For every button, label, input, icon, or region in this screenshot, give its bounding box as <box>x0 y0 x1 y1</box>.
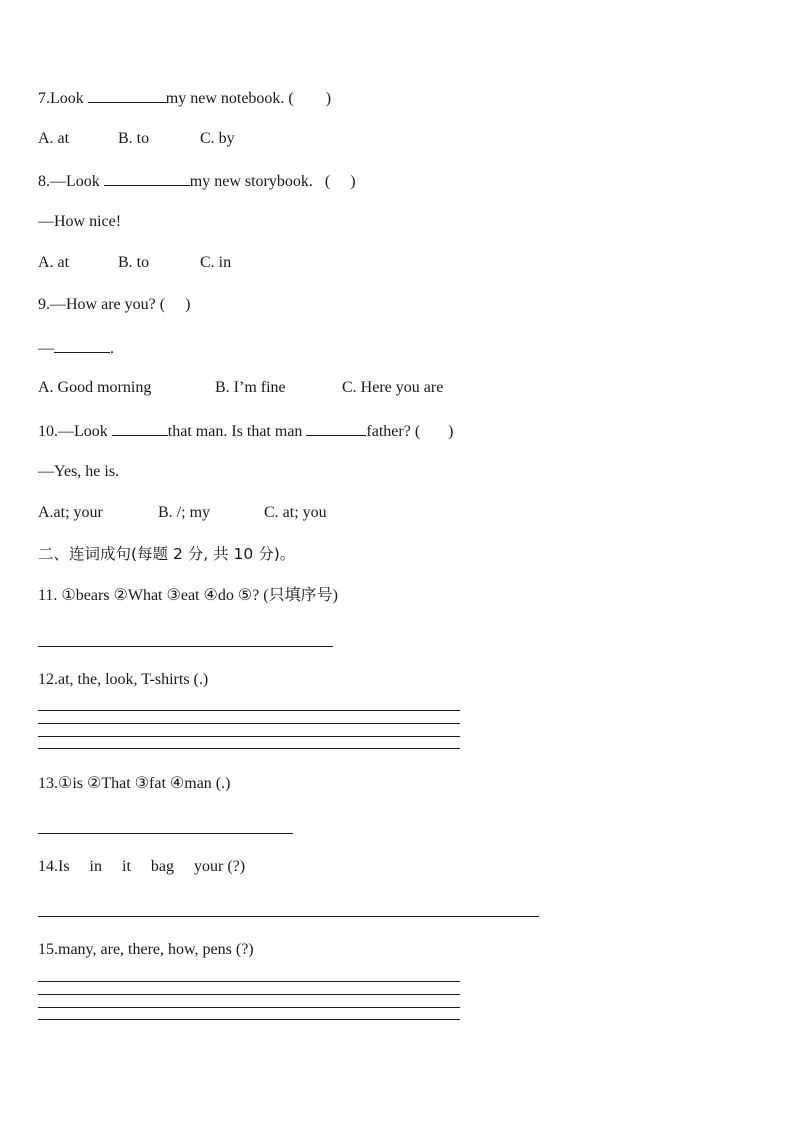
question-number: 10. <box>38 423 58 440</box>
question-15: 15.many, are, there, how, pens (?) <box>38 941 254 958</box>
writing-line[interactable] <box>38 748 460 749</box>
option-a: A. at <box>38 254 70 271</box>
question-10 <box>38 420 453 442</box>
question-text: that man. Is that man <box>167 423 307 440</box>
option-b: B. /; my <box>158 504 211 521</box>
reply-line: —Yes, he is. <box>38 463 120 480</box>
writing-line[interactable] <box>38 1019 460 1020</box>
writing-line[interactable] <box>38 723 460 724</box>
answer-line[interactable] <box>38 916 539 917</box>
question-text: —How are you? ( ) <box>50 296 191 313</box>
option-b: B. to <box>118 130 150 147</box>
question-number: 9. <box>38 296 50 313</box>
question-14: 14.Is in it bag your (?) <box>38 858 246 875</box>
option-c: C. by <box>200 130 235 147</box>
answer-blank[interactable] <box>306 420 366 436</box>
question-number: 8. <box>38 173 50 190</box>
section-heading: 二、连词成句(每题 2 分, 共 10 分)。 <box>38 545 296 563</box>
option-c: C. in <box>200 254 232 271</box>
writing-line[interactable] <box>38 981 460 982</box>
question-9 <box>38 295 190 315</box>
option-a: A. Good morning <box>38 379 152 396</box>
answer-line[interactable] <box>38 833 293 834</box>
answer-blank[interactable] <box>54 337 110 353</box>
option-c: C. Here you are <box>342 379 444 396</box>
writing-line[interactable] <box>38 736 460 737</box>
question-8 <box>38 170 356 192</box>
question-number: 7. <box>38 90 50 107</box>
question-text: —Look <box>50 173 104 190</box>
question-12: 12.at, the, look, T-shirts (.) <box>38 671 209 688</box>
answer-blank[interactable] <box>104 170 190 186</box>
option-a: A.at; your <box>38 504 103 521</box>
question-7 <box>38 87 331 109</box>
option-b: B. to <box>118 254 150 271</box>
writing-line[interactable] <box>38 1007 460 1008</box>
writing-line[interactable] <box>38 710 460 711</box>
question-text: father? ( ) <box>366 423 454 440</box>
question-text: Look <box>50 90 88 107</box>
question-text: my new notebook. ( ) <box>165 90 332 107</box>
writing-line[interactable] <box>38 994 460 995</box>
question-text: —Look <box>58 423 112 440</box>
question-13: 13.①is ②That ③fat ④man (.) <box>38 775 231 792</box>
answer-blank[interactable] <box>88 87 166 103</box>
answer-line[interactable] <box>38 646 333 647</box>
answer-blank[interactable] <box>112 420 168 436</box>
option-c: C. at; you <box>264 504 327 521</box>
reply-line: — . <box>38 337 114 359</box>
question-11: 11. ①bears ②What ③eat ④do ⑤? (只填序号) <box>38 587 338 604</box>
option-b: B. I’m fine <box>215 379 286 396</box>
reply-line: —How nice! <box>38 213 122 230</box>
question-text: my new storybook. ( ) <box>189 173 356 190</box>
option-a: A. at <box>38 130 70 147</box>
